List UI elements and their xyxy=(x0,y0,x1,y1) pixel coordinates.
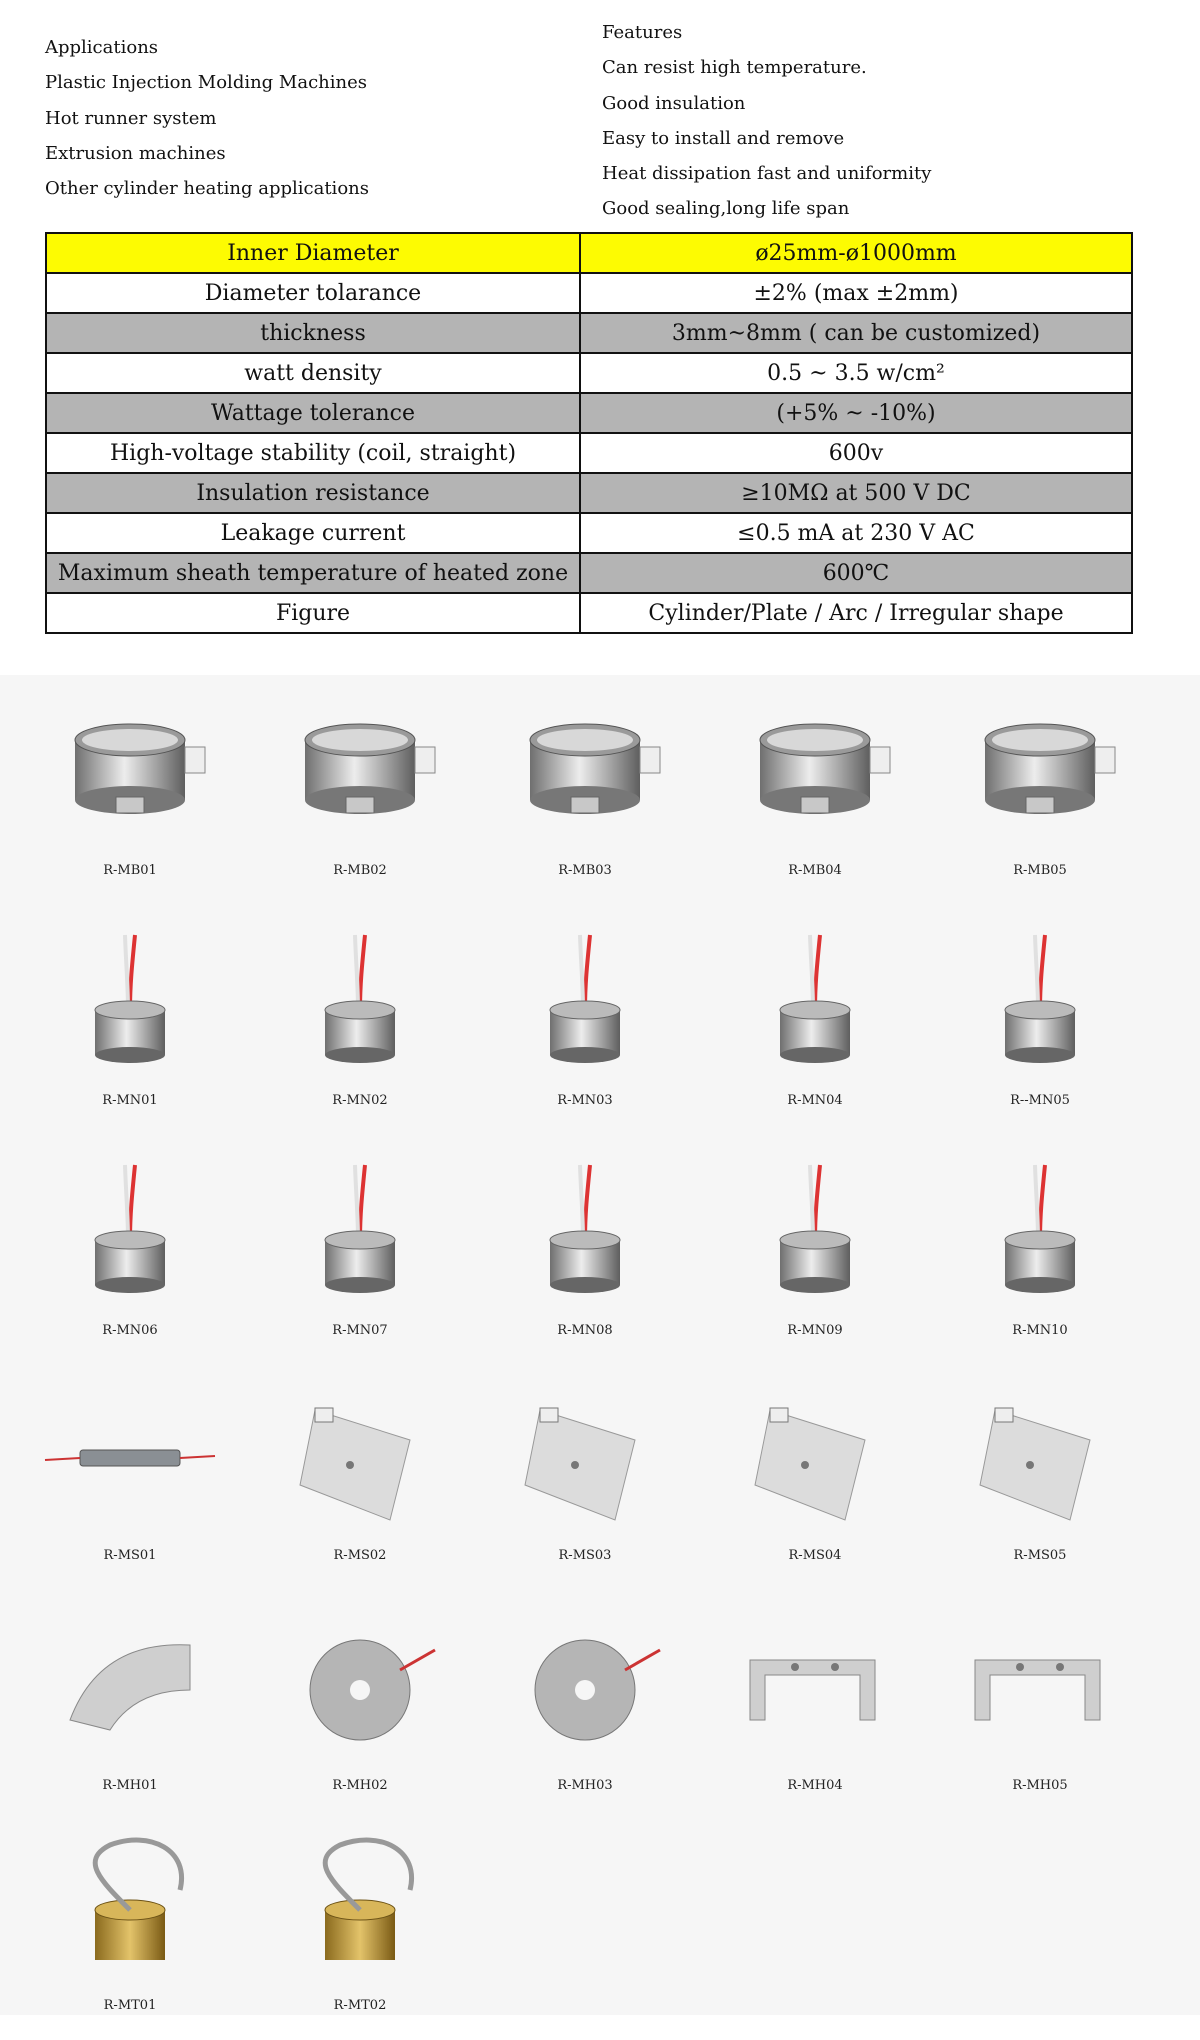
product-image xyxy=(270,1370,450,1540)
product-code: R-MN02 xyxy=(332,1093,388,1108)
product-code: R-MH03 xyxy=(557,1778,613,1793)
product-image xyxy=(270,685,450,855)
product-code: R-MB01 xyxy=(103,863,157,878)
spec-label: Diameter tolarance xyxy=(46,273,580,313)
product-card xyxy=(250,915,470,1135)
product-image xyxy=(725,915,905,1085)
product-image xyxy=(495,685,675,855)
product-image xyxy=(40,1145,220,1315)
product-card xyxy=(20,1820,240,2040)
spec-value: (+5% ~ -10%) xyxy=(580,393,1132,433)
spec-value: ≥10MΩ at 500 V DC xyxy=(580,473,1132,513)
product-code: R-MN10 xyxy=(1012,1323,1068,1338)
product-card xyxy=(930,1370,1150,1590)
spec-value: 600v xyxy=(580,433,1132,473)
spec-label: Leakage current xyxy=(46,513,580,553)
features-list xyxy=(602,15,931,227)
spec-row xyxy=(46,273,1132,313)
product-code: R-MH04 xyxy=(787,1778,843,1793)
spec-row xyxy=(46,233,1132,273)
product-image xyxy=(270,1820,450,1990)
product-card xyxy=(20,1600,240,1820)
product-code: R-MN03 xyxy=(557,1093,613,1108)
product-code: R-MH05 xyxy=(1012,1778,1068,1793)
product-image xyxy=(40,1600,220,1770)
product-card xyxy=(475,1145,695,1365)
spec-table xyxy=(45,232,1133,634)
product-card xyxy=(20,915,240,1135)
product-card xyxy=(930,1600,1150,1820)
feature-item: Can resist high temperature. xyxy=(602,57,867,79)
spec-value: 600℃ xyxy=(580,553,1132,593)
product-card xyxy=(705,915,925,1135)
product-card xyxy=(930,1145,1150,1365)
spec-value: 0.5 ~ 3.5 w/cm² xyxy=(580,353,1132,393)
product-code: R-MS05 xyxy=(1013,1548,1067,1563)
applications-heading: Applications xyxy=(45,37,159,58)
spec-value: ≤0.5 mA at 230 V AC xyxy=(580,513,1132,553)
product-image xyxy=(725,1370,905,1540)
product-image xyxy=(725,1600,905,1770)
product-code: R-MN04 xyxy=(787,1093,843,1108)
product-gallery xyxy=(0,675,1200,2015)
product-code: R-MN09 xyxy=(787,1323,843,1338)
application-item: Plastic Injection Molding Machines xyxy=(45,72,368,94)
product-card xyxy=(475,685,695,905)
product-image xyxy=(495,915,675,1085)
spec-value: 3mm~8mm ( can be customized) xyxy=(580,313,1132,353)
product-card xyxy=(705,685,925,905)
product-code: R-MN08 xyxy=(557,1323,613,1338)
product-code: R-MT02 xyxy=(333,1998,387,2013)
product-image xyxy=(950,1600,1130,1770)
product-card xyxy=(930,915,1150,1135)
spec-label: watt density xyxy=(46,353,580,393)
product-card xyxy=(250,685,470,905)
product-code: R-MS02 xyxy=(333,1548,387,1563)
product-card xyxy=(250,1370,470,1590)
product-card xyxy=(705,1600,925,1820)
product-card xyxy=(250,1145,470,1365)
spec-label: Figure xyxy=(46,593,580,633)
spec-row xyxy=(46,473,1132,513)
product-image xyxy=(495,1600,675,1770)
application-item: Hot runner system xyxy=(45,107,217,129)
product-image xyxy=(495,1145,675,1315)
product-code: R-MT01 xyxy=(103,1998,157,2013)
product-image xyxy=(950,1145,1130,1315)
product-image xyxy=(495,1370,675,1540)
spec-value: Cylinder/Plate / Arc / Irregular shape xyxy=(580,593,1132,633)
product-code: R-MN01 xyxy=(102,1093,158,1108)
product-image xyxy=(725,1145,905,1315)
spec-row xyxy=(46,353,1132,393)
spec-label: Insulation resistance xyxy=(46,473,580,513)
product-code: R-MS03 xyxy=(558,1548,612,1563)
product-code: R-MB04 xyxy=(788,863,842,878)
product-card xyxy=(705,1145,925,1365)
feature-item: Easy to install and remove xyxy=(602,127,845,149)
spec-label: High-voltage stability (coil, straight) xyxy=(46,433,580,473)
product-code: R-MN06 xyxy=(102,1323,158,1338)
product-image xyxy=(950,915,1130,1085)
product-code: R-MH02 xyxy=(332,1778,388,1793)
product-image xyxy=(950,1370,1130,1540)
spec-row xyxy=(46,593,1132,633)
product-code: R-MB02 xyxy=(333,863,387,878)
spec-row xyxy=(46,433,1132,473)
spec-row xyxy=(46,313,1132,353)
product-card xyxy=(20,1370,240,1590)
feature-item: Good insulation xyxy=(602,92,746,114)
product-code: R--MN05 xyxy=(1010,1093,1070,1108)
product-image xyxy=(40,915,220,1085)
product-code: R-MS04 xyxy=(788,1548,842,1563)
product-image xyxy=(725,685,905,855)
product-code: R-MB03 xyxy=(558,863,612,878)
features-heading: Features xyxy=(602,22,683,43)
spec-value: ø25mm-ø1000mm xyxy=(580,233,1132,273)
applications-list xyxy=(45,30,369,206)
product-image xyxy=(40,1370,220,1540)
spec-row xyxy=(46,393,1132,433)
spec-row xyxy=(46,513,1132,553)
product-card xyxy=(20,685,240,905)
product-image xyxy=(270,1145,450,1315)
spec-label: thickness xyxy=(46,313,580,353)
product-image xyxy=(950,685,1130,855)
product-card xyxy=(705,1370,925,1590)
spec-value: ±2% (max ±2mm) xyxy=(580,273,1132,313)
product-card xyxy=(250,1600,470,1820)
product-card xyxy=(475,915,695,1135)
spec-label: Wattage tolerance xyxy=(46,393,580,433)
product-code: R-MB05 xyxy=(1013,863,1067,878)
product-card xyxy=(20,1145,240,1365)
application-item: Extrusion machines xyxy=(45,142,226,164)
product-code: R-MS01 xyxy=(103,1548,157,1563)
feature-item: Heat dissipation fast and uniformity xyxy=(602,163,932,185)
feature-item: Good sealing,long life span xyxy=(602,198,850,220)
product-image xyxy=(270,1600,450,1770)
product-image xyxy=(270,915,450,1085)
spec-label: Inner Diameter xyxy=(46,233,580,273)
spec-label: Maximum sheath temperature of heated zone xyxy=(46,553,580,593)
product-image xyxy=(40,1820,220,1990)
product-card xyxy=(475,1370,695,1590)
product-card xyxy=(930,685,1150,905)
product-card xyxy=(475,1600,695,1820)
spec-row xyxy=(46,553,1132,593)
product-image xyxy=(40,685,220,855)
application-item: Other cylinder heating applications xyxy=(45,178,369,200)
product-card xyxy=(250,1820,470,2040)
product-code: R-MH01 xyxy=(102,1778,158,1793)
product-code: R-MN07 xyxy=(332,1323,388,1338)
